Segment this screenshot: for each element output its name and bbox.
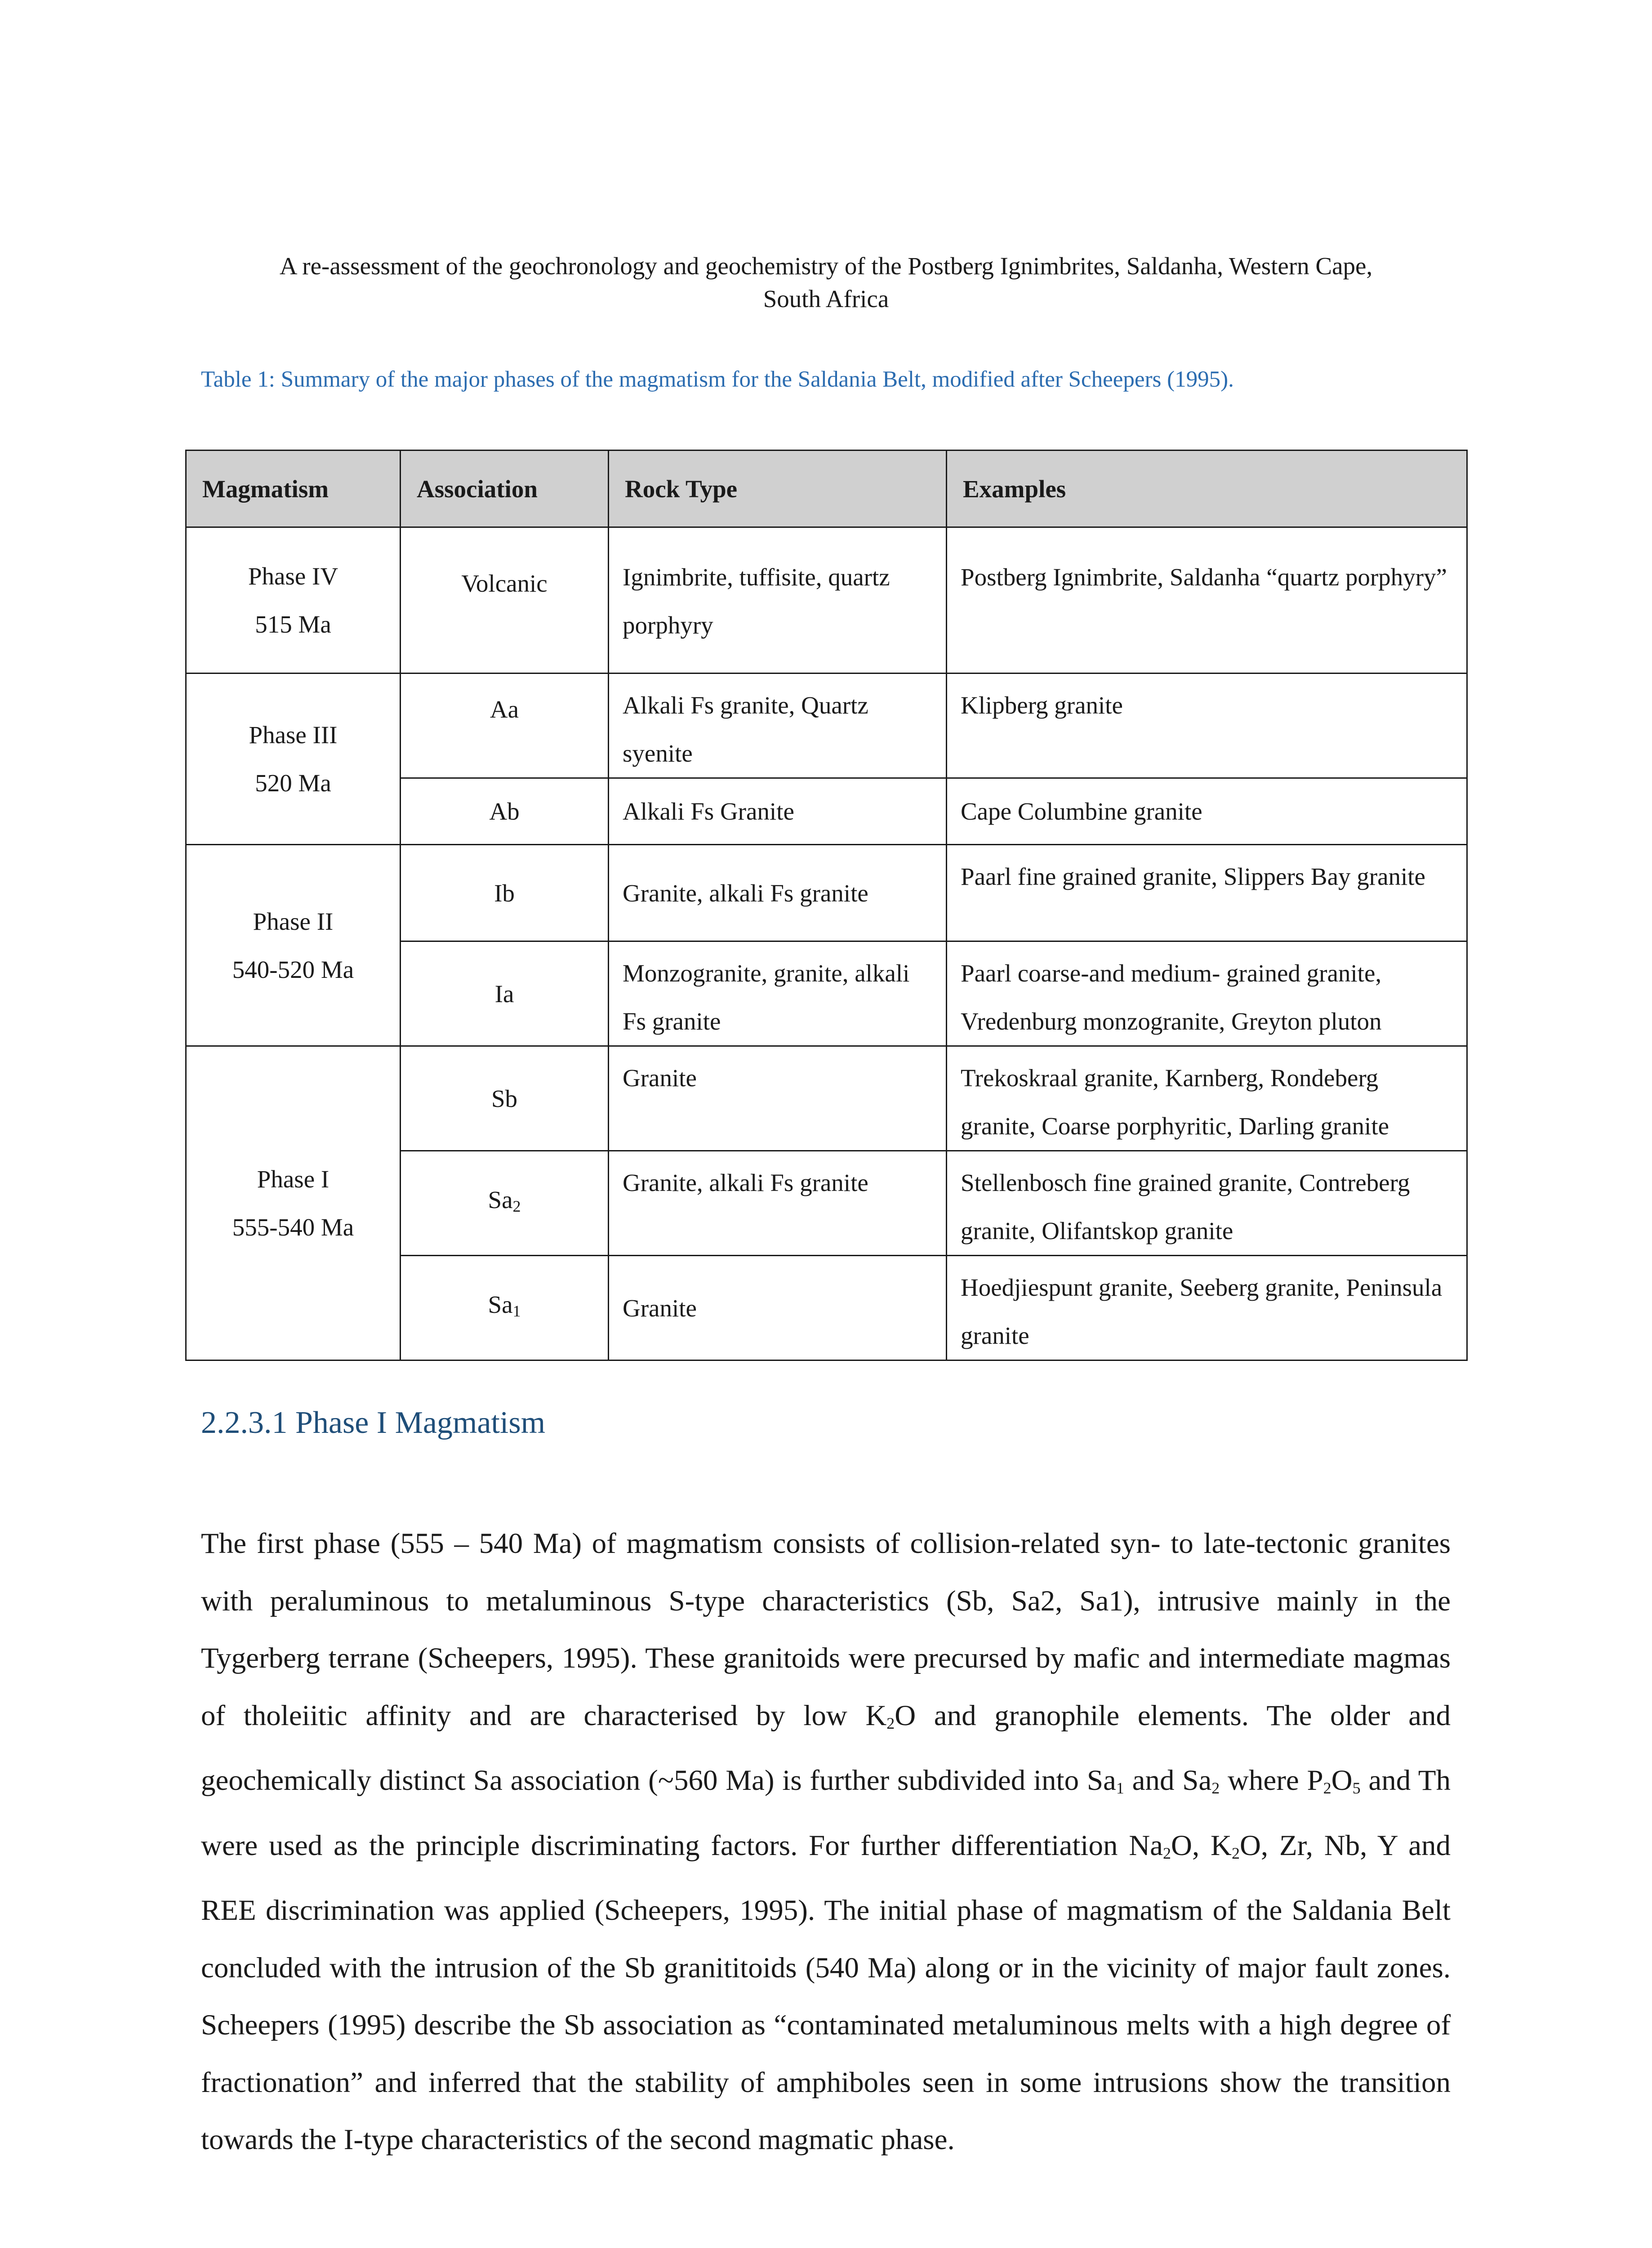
phase-age: 555-540 Ma — [232, 1213, 354, 1241]
paragraph-text: O — [1171, 1829, 1192, 1862]
phase-age: 520 Ma — [255, 769, 331, 797]
association-subscript: 2 — [512, 1197, 521, 1215]
table-row — [186, 845, 1467, 941]
subscript: 2 — [1163, 1844, 1171, 1862]
rock-type-cell: Granite — [609, 1256, 947, 1360]
association-cell — [401, 1151, 609, 1256]
examples-cell: Paarl fine grained granite, Slippers Bay granite — [947, 845, 1467, 941]
rock-type-cell: Alkali Fs Granite — [609, 778, 947, 845]
rock-type-cell: Monzogranite, granite, alkali Fs granite — [609, 941, 947, 1046]
association-cell: Aa — [401, 674, 609, 778]
subscript: 2 — [1323, 1779, 1331, 1797]
magmatism-summary-table — [185, 450, 1468, 1361]
phase-name: Phase IV — [248, 562, 338, 590]
association-subscript: 1 — [512, 1302, 521, 1320]
paragraph-text: and Th were used as the principle discriminating factors. For further differentiation Na — [201, 1764, 1451, 1862]
table-row — [186, 674, 1467, 778]
column-header-examples: Examples — [947, 450, 1467, 527]
phase-name: Phase II — [253, 907, 334, 935]
subscript: 5 — [1352, 1779, 1361, 1797]
association-cell: Ib — [401, 845, 609, 941]
examples-cell: Klipberg granite — [947, 674, 1467, 778]
examples-cell: Trekoskraal granite, Karnberg, Rondeberg granite, Coarse porphyritic, Darling granite — [947, 1046, 1467, 1151]
paragraph-text: O — [1331, 1764, 1353, 1797]
examples-cell: Hoedjiespunt granite, Seeberg granite, Peninsula granite — [947, 1256, 1467, 1360]
phase-cell — [186, 845, 401, 1046]
rock-type-cell: Granite, alkali Fs granite — [609, 1151, 947, 1256]
examples-cell: Paarl coarse-and medium- grained granite, Vredenburg monzogranite, Greyton pluton — [947, 941, 1467, 1046]
paragraph-text: where P — [1220, 1764, 1323, 1797]
rock-type-cell: Ignimbrite, tuffisite, quartz porphyry — [609, 527, 947, 674]
phase-name: Phase III — [249, 721, 338, 749]
association-cell: Volcanic — [401, 527, 609, 674]
examples-cell: Postberg Ignimbrite, Saldanha “quartz porphyry” — [947, 527, 1467, 674]
association-base: Sa — [488, 1291, 513, 1318]
phase-name: Phase I — [257, 1165, 330, 1193]
phase-age: 515 Ma — [255, 611, 331, 638]
subscript: 2 — [1211, 1779, 1220, 1797]
subscript: 2 — [1231, 1844, 1240, 1862]
section-heading: 2.2.3.1 Phase I Magmatism — [201, 1405, 546, 1440]
paragraph-text: and Sa — [1124, 1764, 1212, 1797]
table-header-row — [186, 450, 1467, 527]
rock-type-cell: Alkali Fs granite, Quartz syenite — [609, 674, 947, 778]
body-paragraph — [201, 1515, 1451, 2169]
running-header — [0, 250, 1652, 315]
association-cell — [401, 1256, 609, 1360]
examples-cell: Stellenbosch fine grained granite, Contreberg granite, Olifantskop granite — [947, 1151, 1467, 1256]
table-row — [186, 1046, 1467, 1151]
association-cell: Ab — [401, 778, 609, 845]
column-header-magmatism: Magmatism — [186, 450, 401, 527]
association-cell: Sb — [401, 1046, 609, 1151]
rock-type-cell: Granite — [609, 1046, 947, 1151]
table-caption: Table 1: Summary of the major phases of the magmatism for the Saldania Belt, modified after Scheepers (1995). — [201, 367, 1234, 392]
association-base: Sa — [488, 1186, 513, 1213]
phase-cell — [186, 674, 401, 845]
phase-age: 540-520 Ma — [232, 955, 354, 983]
examples-cell: Cape Columbine granite — [947, 778, 1467, 845]
column-header-rock-type: Rock Type — [609, 450, 947, 527]
column-header-association: Association — [401, 450, 609, 527]
paragraph-text: The first phase (555 – 540 Ma) of magmatism consists of collision-related syn- to late-tectonic granites with peraluminous to metaluminous S-type characteristics (Sb, Sa2, Sa1), intrusive mainly in the Tygerberg terrane (Scheepers, 1995). These granitoids were precursed by mafic and intermediate magmas of tholeiitic affinity and are characterised by low K — [201, 1527, 1451, 1732]
paragraph-text: , K — [1192, 1829, 1232, 1862]
rock-type-cell: Granite, alkali Fs granite — [609, 845, 947, 941]
paragraph-text: O, Zr, Nb, Y and REE discrimination was applied (Scheepers, 1995). The initial phase of magmatism of the Saldania Belt concluded with the intrusion of the Sb granititoids (540 Ma) along or in the vicinity of major fault zones. Scheepers (1995) describe the Sb association as “contaminated metaluminous melts with a high degree of fractionation” and inferred that the stability of amphiboles seen in some intrusions show the transition towards the I-type characteristics of the second magmatic phase. — [201, 1829, 1451, 2156]
running-header-line2: South Africa — [763, 285, 889, 312]
running-header-line1: A re-assessment of the geochronology and geochemistry of the Postberg Ignimbrites, Saldanha, Western Cape, — [279, 252, 1373, 280]
table-row — [186, 527, 1467, 674]
phase-cell — [186, 527, 401, 674]
paragraph-text: O and granophile elements. The older and geochemically distinct Sa association (~560 Ma) is further subdivided into Sa — [201, 1699, 1451, 1797]
phase-cell — [186, 1046, 401, 1360]
association-cell: Ia — [401, 941, 609, 1046]
subscript: 2 — [886, 1714, 895, 1732]
subscript: 1 — [1116, 1779, 1124, 1797]
